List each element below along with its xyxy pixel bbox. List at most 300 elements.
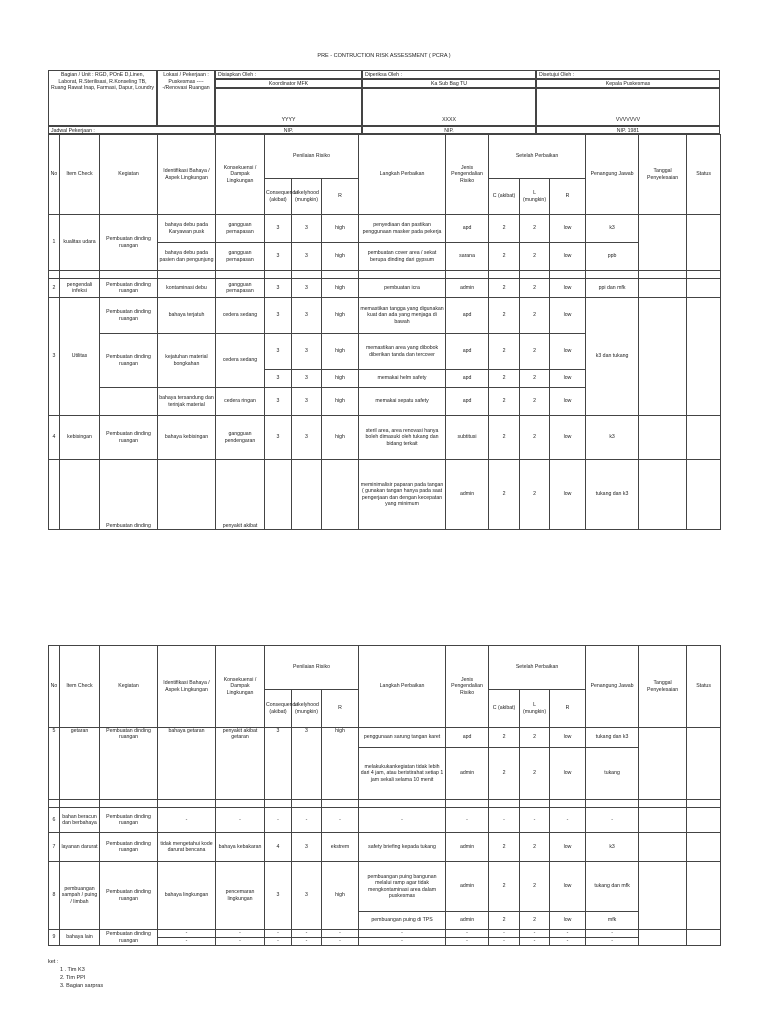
row-bahaya: tidak mengetahui kode darurat bencana [158,833,216,862]
row-dampak: - [216,930,265,938]
row-c: 3 [265,334,292,370]
row-tanggal [639,215,687,271]
row-no: 4 [49,416,60,460]
row-tanggal [639,728,687,800]
row-l2: 2 [520,728,550,748]
ket-item: 3. Bagian sarpras [60,983,104,989]
jadwal-cell: Jadwal Pekerjaan : [48,126,215,134]
row-pj: - [586,808,639,833]
row-c: 3 [265,279,292,298]
row-r2: low [550,460,586,530]
row-l: 3 [292,728,322,800]
row-dampak: cedera ringan [216,388,265,416]
table-row [49,833,721,862]
row-status [687,215,721,271]
row-langkah: memakai sepatu safety [359,388,446,416]
row-no: 3 [49,298,60,416]
col-konsekuensi: Konsekuensi / Dampak Lingkungan [216,135,265,215]
col-no: No [49,135,60,215]
row-jenis: - [446,808,489,833]
row-c2: 2 [489,912,520,930]
disetujui-role: Kepala Puskesmas [536,79,720,88]
col-status: Status [687,646,721,728]
col-jenis: Jenis Pengendalian Risiko [446,646,489,728]
row-l: 3 [292,243,322,271]
ket-item: 2. Tim PPI [60,975,86,981]
row-langkah: pembuangan puing di TPS [359,912,446,930]
row-c: 3 [265,388,292,416]
row-dampak: bahaya kebakaran [216,833,265,862]
row-r2: low [550,728,586,748]
row-bahaya: - [158,808,216,833]
row-langkah: memastikan area yang dibobok diberikan tanda dan tercover [359,334,446,370]
row-tanggal [639,460,687,530]
row-item: bahan beracun dan berbahaya [60,808,100,833]
col-l2: L (mungkin) [520,690,550,728]
col-c2: C (akibat) [489,179,520,215]
disiapkan-role: Koordinator MFK [215,79,362,88]
col-likelyhood: Likelyhood (mungkin) [292,690,322,728]
row-item [60,460,100,530]
row-bahaya: kejatuhan material bongkahan [158,334,216,388]
row-l: 3 [292,388,322,416]
row-status [687,862,721,930]
row-no: 7 [49,833,60,862]
header-block [48,70,720,134]
disetujui-name-text: VVVVVVV [615,117,641,123]
row-c: 3 [265,370,292,388]
dampak-cut-text: penyakit akibat [222,522,258,529]
row-bahaya: bahaya lingkungan [158,862,216,930]
col-status: Status [687,135,721,215]
row-r2: low [550,215,586,243]
row-pj: ppi dan mfk [586,279,639,298]
row-r: ekstrem [322,833,359,862]
row-tanggal [639,808,687,833]
row-l2: 2 [520,370,550,388]
row-jenis: sarana [446,243,489,271]
row-l2: 2 [520,243,550,271]
table-row [49,460,721,530]
row-l: 3 [292,370,322,388]
diperiksa-nip: NIP. [362,126,536,134]
row-dampak: pencemaran lingkungan [216,862,265,930]
row-bahaya: bahaya debu pada pasien dan pengunjung [158,243,216,271]
col-r2: R [550,690,586,728]
row-r2: low [550,833,586,862]
row-c2: 2 [489,370,520,388]
row-r [322,460,359,530]
row-jenis: apd [446,215,489,243]
row-c2: 2 [489,298,520,334]
col-item: Item Check [60,646,100,728]
row-r: high [322,728,359,800]
row-bahaya: bahaya terjatuh [158,298,216,334]
row-bahaya: - [158,938,216,946]
row-langkah: - [359,930,446,938]
row-no: 2 [49,279,60,298]
row-r: - [322,930,359,938]
row-l2: 2 [520,862,550,912]
row-r2: low [550,370,586,388]
row-status [687,728,721,800]
col-r2: R [550,179,586,215]
row-l2: 2 [520,388,550,416]
row-r2: - [550,938,586,946]
col-l2: L (mungkin) [520,179,550,215]
row-bahaya: bahaya kebisingan [158,416,216,460]
row-jenis: admin [446,862,489,912]
row-no: 1 [49,215,60,271]
row-l: 3 [292,833,322,862]
diperiksa-name-text: XXXX [442,117,456,123]
row-dampak: - [216,808,265,833]
row-jenis: admin [446,748,489,800]
row-no: 9 [49,930,60,946]
col-consequence: Consequence (akibat) [265,690,292,728]
row-pj: - [586,930,639,938]
row-bahaya: - [158,930,216,938]
row-l: - [292,930,322,938]
row-tanggal [639,416,687,460]
row-l2: 2 [520,748,550,800]
row-l: 3 [292,334,322,370]
row-jenis: admin [446,279,489,298]
row-bahaya: bahaya getaran [158,728,216,800]
ket-notes [48,958,103,990]
row-pj: mfk [586,912,639,930]
disetujui-label: Disetujui Oleh : [536,70,720,79]
ket-item: 1 . Tim K3 [60,967,85,973]
row-c [265,460,292,530]
row-l: - [292,808,322,833]
row-dampak: - [216,938,265,946]
row-c: 3 [265,298,292,334]
table-row [49,416,721,460]
spacer-row [49,800,721,808]
col-r: R [322,179,359,215]
row-r2: low [550,862,586,912]
row-r2: low [550,334,586,370]
row-langkah: pembuatan icra [359,279,446,298]
row-pj: tukang dan k3 [586,460,639,530]
row-kegiatan: Pembuatan dinding ruangan [100,416,158,460]
row-l2: - [520,930,550,938]
ket-label: ket : [48,959,59,965]
pcra-table-2 [48,645,721,946]
diperiksa-role: Ka Sub Bag TU [362,79,536,88]
row-pj: tukang [586,748,639,800]
row-tanggal [639,930,687,946]
col-setelah: Setelah Perbaikan [489,646,586,690]
col-konsekuensi: Konsekuensi / Dampak Lingkungan [216,646,265,728]
row-dampak: gangguan pendengaran [216,416,265,460]
table-row [49,728,721,748]
pcra-table-1 [48,134,721,530]
row-c2: 2 [489,388,520,416]
col-c2: C (akibat) [489,690,520,728]
col-consequence: Consequence (akibat) [265,179,292,215]
row-r2: low [550,912,586,930]
row-langkah: penyediaan dan pastikan penggunaan masker pada pekerja [359,215,446,243]
row-tanggal [639,298,687,416]
row-l2: 2 [520,279,550,298]
row-status [687,416,721,460]
row-c2: 2 [489,416,520,460]
row-r: high [322,334,359,370]
row-c2: 2 [489,215,520,243]
row-no: 6 [49,808,60,833]
row-jenis: apd [446,388,489,416]
col-kegiatan: Kegiatan [100,135,158,215]
col-likelyhood: Likelyhood (mungkin) [292,179,322,215]
row-dampak: gangguan pernapasan [216,215,265,243]
row-pj: k3 dan tukang [586,298,639,416]
row-no [49,460,60,530]
row-kegiatan [100,460,158,530]
row-langkah: - [359,808,446,833]
spacer-row [49,271,721,279]
col-r: R [322,690,359,728]
row-bahaya [158,460,216,530]
table-row [49,862,721,912]
row-langkah: memakai helm safety [359,370,446,388]
row-status [687,298,721,416]
row-l2: - [520,808,550,833]
row-dampak [216,460,265,530]
row-kegiatan: Pembuatan dinding ruangan [100,862,158,930]
col-langkah: Langkah Perbaikan [359,646,446,728]
row-l2: 2 [520,215,550,243]
col-jenis: Jenis Pengendalian Risiko [446,135,489,215]
row-item: pembuangan sampah / puing / limbah [60,862,100,930]
row-dampak: cedera sedang [216,334,265,388]
diperiksa-name [362,88,536,126]
row-bahaya: bahaya tersandung dan terinjak material [158,388,216,416]
row-bahaya: bahaya debu pada Karyawan pusk [158,215,216,243]
row-c2: - [489,930,520,938]
col-penanggung: Penangung Jawab [586,135,639,215]
row-tanggal [639,862,687,930]
row-tanggal [639,279,687,298]
row-l2: - [520,938,550,946]
row-l [292,460,322,530]
row-l: 3 [292,279,322,298]
row-kegiatan: Pembuatan dinding ruangan [100,298,158,334]
col-tanggal: Tanggal Penyelesaian [639,646,687,728]
kegiatan-cut-text: Pembuatan dinding [106,522,151,529]
row-langkah: safety briefing kepada tukang [359,833,446,862]
row-c2: 2 [489,862,520,912]
row-r: - [322,938,359,946]
row-pj: k3 [586,416,639,460]
disiapkan-nip: NIP. [215,126,362,134]
row-jenis: admin [446,833,489,862]
row-c2: 2 [489,833,520,862]
row-r: high [322,862,359,930]
col-identifikasi: Identifikasi Bahaya / Aspek Lingkungan [158,646,216,728]
disetujui-name [536,88,720,126]
col-penanggung: Penangung Jawab [586,646,639,728]
row-jenis: admin [446,912,489,930]
row-item: kebisingan [60,416,100,460]
row-jenis: admin [446,460,489,530]
document-title: PRE - CONTRUCTION RISK ASSESSMENT ( PCRA ) [317,53,451,59]
row-c: 3 [265,728,292,800]
row-item: Utilitas [60,298,100,416]
row-c2: 2 [489,279,520,298]
row-kegiatan: Pembuatan dinding ruangan [100,279,158,298]
row-kegiatan: Pembuatan dinding ruangan [100,833,158,862]
row-pj: tukang dan mfk [586,862,639,912]
row-r: high [322,243,359,271]
row-item: bahaya lain [60,930,100,946]
row-l: 3 [292,416,322,460]
row-jenis: - [446,938,489,946]
table-row [49,298,721,334]
row-status [687,833,721,862]
row-r: high [322,215,359,243]
col-tanggal: Tanggal Penyelesaian [639,135,687,215]
row-jenis: - [446,930,489,938]
row-langkah: pembuatan cover area / sekat berupa dinding dari gypsum [359,243,446,271]
row-kegiatan: Pembuatan dinding ruangan [100,808,158,833]
row-kegiatan [100,388,158,416]
row-c2: - [489,938,520,946]
row-dampak: penyakit akibat getaran [216,728,265,800]
row-r: high [322,298,359,334]
row-r: - [322,808,359,833]
row-c: - [265,930,292,938]
row-c2: 2 [489,334,520,370]
row-r2: low [550,748,586,800]
row-r2: low [550,298,586,334]
row-pj: tukang dan k3 [586,728,639,748]
row-status [687,279,721,298]
row-status [687,808,721,833]
row-l2: 2 [520,912,550,930]
row-status [687,460,721,530]
row-pj: k3 [586,215,639,243]
row-l: 3 [292,215,322,243]
row-jenis: apd [446,334,489,370]
bagian-cell: Bagian / Unit : RGD, POnE D,Linen, Laborat, R.Sterilisasi, R.Konseling TB, Ruang Rawat Inap, Farmasi, Dapur, Loundry [48,70,157,126]
table-row [49,279,721,298]
table-row [49,215,721,243]
row-langkah: melakukukankegiatan tidak lebih dari 4 jam, atau beristirahat setiap 1 jam sekali selama 10 menit [359,748,446,800]
row-langkah: steril area, area renovasi hanya boleh dimasuki oleh tukang dan bidang terkait [359,416,446,460]
col-langkah: Langkah Perbaikan [359,135,446,215]
row-jenis: apd [446,370,489,388]
row-bahaya: kontaminasi debu [158,279,216,298]
disiapkan-label: Disiapkan Oleh : [215,70,362,79]
row-c2: 2 [489,460,520,530]
row-c2: - [489,808,520,833]
row-pj: - [586,938,639,946]
row-langkah: memastikan tangga yang digunakan kuat dan ada yang menjaga di bawah [359,298,446,334]
row-status [687,930,721,946]
col-identifikasi: Identifikasi Bahaya / Aspek Lingkungan [158,135,216,215]
row-r: high [322,370,359,388]
row-l2: 2 [520,298,550,334]
row-c: 4 [265,833,292,862]
row-dampak: cedera sedang [216,298,265,334]
row-r2: - [550,808,586,833]
row-jenis: apd [446,298,489,334]
row-no: 5 [49,728,60,800]
row-r2: low [550,388,586,416]
row-l: - [292,938,322,946]
row-c: 3 [265,215,292,243]
row-tanggal [639,833,687,862]
row-c2: 2 [489,243,520,271]
disetujui-nip: NIP. 1981 [536,126,720,134]
row-langkah: pembuangan puing bangunan melalui ramp agar tidak mengkontaminasi area dalam puskesmas [359,862,446,912]
row-r: high [322,279,359,298]
row-r: high [322,416,359,460]
row-c: - [265,938,292,946]
row-l2: 2 [520,833,550,862]
row-langkah: - [359,938,446,946]
row-jenis: subtitusi [446,416,489,460]
row-no: 8 [49,862,60,930]
row-c2: 2 [489,748,520,800]
disiapkan-name-text: YYYY [281,117,296,123]
row-l2: 2 [520,334,550,370]
row-langkah: meminimalisir paparan pada tangan ( gunakan tangan hanya pada saat pengerjaan dan dengan kecepatan yang minimum [359,460,446,530]
row-r2: - [550,930,586,938]
row-kegiatan: Pembuatan dinding ruangan [100,728,158,800]
row-r2: low [550,243,586,271]
row-c: 3 [265,416,292,460]
table-row [49,808,721,833]
lokasi-cell: Lokasi / Pekerjaan : Puskesmas -----/Renovasi Ruangan [157,70,215,126]
row-l: 3 [292,298,322,334]
col-penilaian: Penilaian Risiko [265,135,359,179]
col-setelah: Setelah Perbaikan [489,135,586,179]
row-c2: 2 [489,728,520,748]
row-kegiatan: Pembuatan dinding ruangan [100,215,158,271]
row-kegiatan: Pembuatan dinding ruangan [100,930,158,946]
row-item: getaran [60,728,100,800]
row-c: - [265,808,292,833]
row-r2: low [550,279,586,298]
row-r: high [322,388,359,416]
row-jenis: apd [446,728,489,748]
row-pj: k3 [586,833,639,862]
row-dampak: gangguan pernapasan [216,243,265,271]
row-item: layanan darurat [60,833,100,862]
row-l2: 2 [520,460,550,530]
row-r2: low [550,416,586,460]
table-row [49,930,721,938]
row-item: pengendali infeksi [60,279,100,298]
row-c: 3 [265,243,292,271]
row-l: 3 [292,862,322,930]
row-l2: 2 [520,416,550,460]
diperiksa-label: Diperiksa Oleh : [362,70,536,79]
col-no: No [49,646,60,728]
row-c: 3 [265,862,292,930]
row-kegiatan: Pembuatan dinding ruangan [100,334,158,388]
disiapkan-name [215,88,362,126]
row-dampak: gangguan pernapasan [216,279,265,298]
row-pj: ppb [586,243,639,271]
col-kegiatan: Kegiatan [100,646,158,728]
row-item: kualitas udara [60,215,100,271]
row-langkah: penggunaan sarung tangan karet [359,728,446,748]
col-penilaian: Penilaian Risiko [265,646,359,690]
